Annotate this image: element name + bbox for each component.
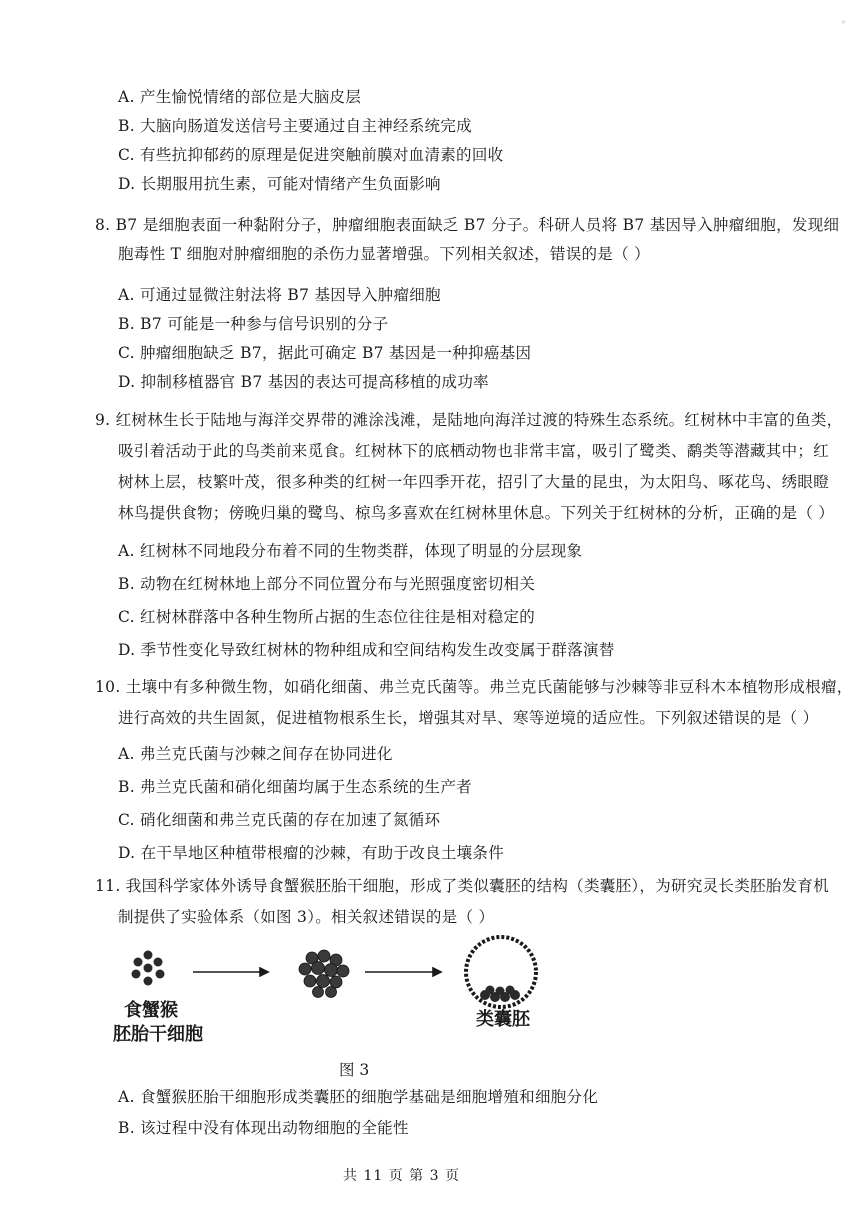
q7-option-c: C. 有些抗抑郁药的原理是促进突触前膜对血清素的回收 [118,146,504,164]
q7-option-a: A. 产生愉悦情绪的部位是大脑皮层 [118,88,362,106]
q8-option-a: A. 可通过显微注射法将 B7 基因导入肿瘤细胞 [118,286,441,304]
q9-stem-line1: 9. 红树林生长于陆地与海洋交界带的滩涂浅滩，是陆地向海洋过渡的特殊生态系统。红树林中丰富的鱼类， [95,411,843,429]
q9-option-c: C. 红树林群落中各种生物所占据的生态位往往是相对稳定的 [118,608,536,626]
q10-stem-line1: 10. 土壤中有多种微生物，如硝化细菌、弗兰克氏菌等。弗兰克氏菌能够与沙棘等非豆科木本植物形成根瘤， [95,678,853,696]
blastoid-icon [466,937,536,1007]
arrow-right-icon [193,968,268,976]
figure-caption: 图 3 [339,1061,370,1079]
stem-cells-icon [132,951,165,986]
q7-option-d: D. 长期服用抗生素，可能对情绪产生负面影响 [118,175,441,193]
q9-option-a: A. 红树林不同地段分布着不同的生物类群，体现了明显的分层现象 [118,542,583,560]
q11-option-a: A. 食蟹猴胚胎干细胞形成类囊胚的细胞学基础是细胞增殖和细胞分化 [118,1088,599,1106]
q8-stem-line1: 8. B7 是细胞表面一种黏附分子，肿瘤细胞表面缺乏 B7 分子。科研人员将 B7 基因导入肿瘤细胞，发现细 [95,216,840,234]
q10-option-a: A. 弗兰克氏菌与沙棘之间存在协同进化 [118,745,393,763]
figure-label-blastoid: 类囊胚 [476,1009,530,1030]
q8-option-c: C. 肿瘤细胞缺乏 B7，据此可确定 B7 基因是一种抑癌基因 [118,344,532,362]
q9-stem-line3: 树林上层，枝繁叶茂，很多种类的红树一年四季开花，招引了大量的昆虫，为太阳鸟、啄花鸟、绣眼瞪 [118,473,830,491]
q9-option-b: B. 动物在红树林地上部分不同位置分布与光照强度密切相关 [118,575,536,593]
q10-stem-line2: 进行高效的共生固氮，促进植物根系生长，增强其对旱、寒等逆境的适应性。下列叙述错误的是（ ） [118,709,819,727]
corner-mark: ◦ [841,18,846,27]
q11-stem-line1: 11. 我国科学家体外诱导食蟹猴胚胎干细胞，形成了类似囊胚的结构（类囊胚），为研究灵长类胚胎发育机 [95,877,830,895]
q7-option-b: B. 大脑向肠道发送信号主要通过自主神经系统完成 [118,117,472,135]
q9-option-d: D. 季节性变化导致红树林的物种组成和空间结构发生改变属于群落演替 [118,641,615,659]
q11-stem-line2: 制提供了实验体系（如图 3）。相关叙述错误的是（ ） [118,908,495,926]
arrow-right-icon [365,968,441,976]
cell-cluster-icon [299,950,349,998]
q8-stem-line2: 胞毒性 T 细胞对肿瘤细胞的杀伤力显著增强。下列相关叙述，错误的是（ ） [118,245,650,263]
figure-label-esc-2: 胚胎干细胞 [113,1024,203,1045]
page-footer: 共 11 页 第 3 页 [343,1168,460,1184]
figure-label-esc-1: 食蟹猴 [124,1000,178,1021]
q10-option-c: C. 硝化细菌和弗兰克氏菌的存在加速了氮循环 [118,811,441,829]
q9-stem-line2: 吸引着活动于此的鸟类前来觅食。红树林下的底栖动物也非常丰富，吸引了鹭类、鹬类等潜藏其中；红 [118,442,830,460]
q10-option-d: D. 在干旱地区种植带根瘤的沙棘，有助于改良土壤条件 [118,844,505,862]
q8-option-d: D. 抑制移植器官 B7 基因的表达可提高移植的成功率 [118,373,489,391]
q9-stem-line4: 林鸟提供食物；傍晚归巢的鹭鸟、椋鸟多喜欢在红树林里休息。下列关于红树林的分析，正确的是（ ） [118,504,835,522]
q11-option-b: B. 该过程中没有体现出动物细胞的全能性 [118,1119,409,1137]
q8-option-b: B. B7 可能是一种参与信号识别的分子 [118,315,389,333]
q10-option-b: B. 弗兰克氏菌和硝化细菌均属于生态系统的生产者 [118,778,472,796]
